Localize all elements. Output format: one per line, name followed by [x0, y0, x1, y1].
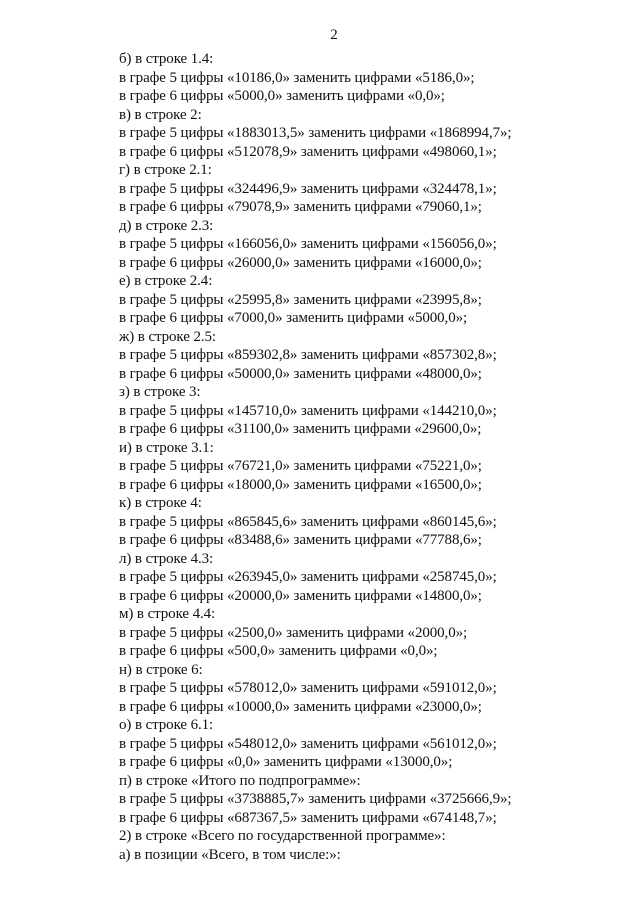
- text-line: з) в строке 3:: [119, 384, 201, 400]
- text-line: и) в строке 3.1:: [119, 439, 214, 456]
- page-number: 2: [330, 27, 338, 43]
- text-line: ж) в строке 2.5:: [119, 328, 216, 345]
- text-line: в графе 5 цифры «76721,0» заменить цифрами «75221,0»;: [119, 458, 482, 474]
- text-line: в графе 6 цифры «50000,0» заменить цифрами «48000,0»;: [119, 365, 482, 382]
- text-line: в графе 6 цифры «10000,0» заменить цифрами «23000,0»;: [119, 698, 482, 715]
- text-line: в графе 6 цифры «31100,0» заменить цифрами «29600,0»;: [119, 421, 482, 437]
- text-line: в графе 5 цифры «324496,9» заменить цифрами «324478,1»;: [119, 180, 497, 197]
- text-line: б) в строке 1.4:: [119, 51, 214, 67]
- text-line: в графе 5 цифры «548012,0» заменить цифрами «561012,0»;: [119, 735, 497, 752]
- text-line: в графе 5 цифры «859302,8» заменить цифрами «857302,8»;: [119, 347, 497, 363]
- text-line: в графе 6 цифры «26000,0» заменить цифрами «16000,0»;: [119, 254, 482, 271]
- text-line: м) в строке 4.4:: [119, 606, 216, 622]
- text-line: в графе 6 цифры «687367,5» заменить цифрами «674148,7»;: [119, 809, 497, 826]
- text-line: в графе 6 цифры «500,0» заменить цифрами «0,0»;: [119, 643, 438, 659]
- text-line: в графе 6 цифры «0,0» заменить цифрами «13000,0»;: [119, 754, 453, 770]
- text-line: в графе 5 цифры «263945,0» заменить цифрами «258745,0»;: [119, 569, 497, 585]
- text-line: в графе 6 цифры «83488,6» заменить цифрами «77788,6»;: [119, 532, 482, 548]
- text-line: в графе 5 цифры «865845,6» заменить цифрами «860145,6»;: [119, 513, 497, 530]
- text-line: н) в строке 6:: [119, 661, 203, 678]
- text-line: в графе 5 цифры «578012,0» заменить цифрами «591012,0»;: [119, 680, 497, 696]
- text-line: в графе 5 цифры «25995,8» заменить цифрами «23995,8»;: [119, 291, 482, 308]
- text-line: в графе 5 цифры «166056,0» заменить цифрами «156056,0»;: [119, 236, 497, 252]
- text-line: в графе 6 цифры «20000,0» заменить цифрами «14800,0»;: [119, 587, 482, 604]
- text-line: е) в строке 2.4:: [119, 273, 213, 289]
- document-body: [119, 50, 630, 864]
- text-line: д) в строке 2.3:: [119, 217, 214, 234]
- text-line: в графе 6 цифры «7000,0» заменить цифрами «5000,0»;: [119, 310, 468, 326]
- text-line: 2) в строке «Всего по государственной программе»:: [119, 828, 446, 844]
- text-line: в графе 6 цифры «79078,9» заменить цифрами «79060,1»;: [119, 199, 482, 215]
- text-line: в графе 5 цифры «145710,0» заменить цифрами «144210,0»;: [119, 402, 497, 419]
- text-line: в графе 6 цифры «512078,9» заменить цифрами «498060,1»;: [119, 143, 497, 160]
- text-line: в графе 6 цифры «18000,0» заменить цифрами «16500,0»;: [119, 476, 482, 493]
- text-line: л) в строке 4.3:: [119, 550, 214, 567]
- text-line: г) в строке 2.1:: [119, 162, 212, 178]
- text-line: п) в строке «Итого по подпрограмме»:: [119, 772, 361, 789]
- text-line: в графе 6 цифры «5000,0» заменить цифрами «0,0»;: [119, 88, 445, 104]
- text-line: о) в строке 6.1:: [119, 717, 214, 733]
- text-line: в графе 5 цифры «1883013,5» заменить цифрами «1868994,7»;: [119, 125, 512, 141]
- text-line: а) в позиции «Всего, в том числе:»:: [119, 846, 341, 863]
- text-line: к) в строке 4:: [119, 495, 202, 511]
- text-line: в графе 5 цифры «10186,0» заменить цифрами «5186,0»;: [119, 69, 475, 86]
- text-line: в) в строке 2:: [119, 106, 202, 123]
- text-line: в графе 5 цифры «3738885,7» заменить цифрами «3725666,9»;: [119, 791, 512, 807]
- text-line: в графе 5 цифры «2500,0» заменить цифрами «2000,0»;: [119, 624, 468, 641]
